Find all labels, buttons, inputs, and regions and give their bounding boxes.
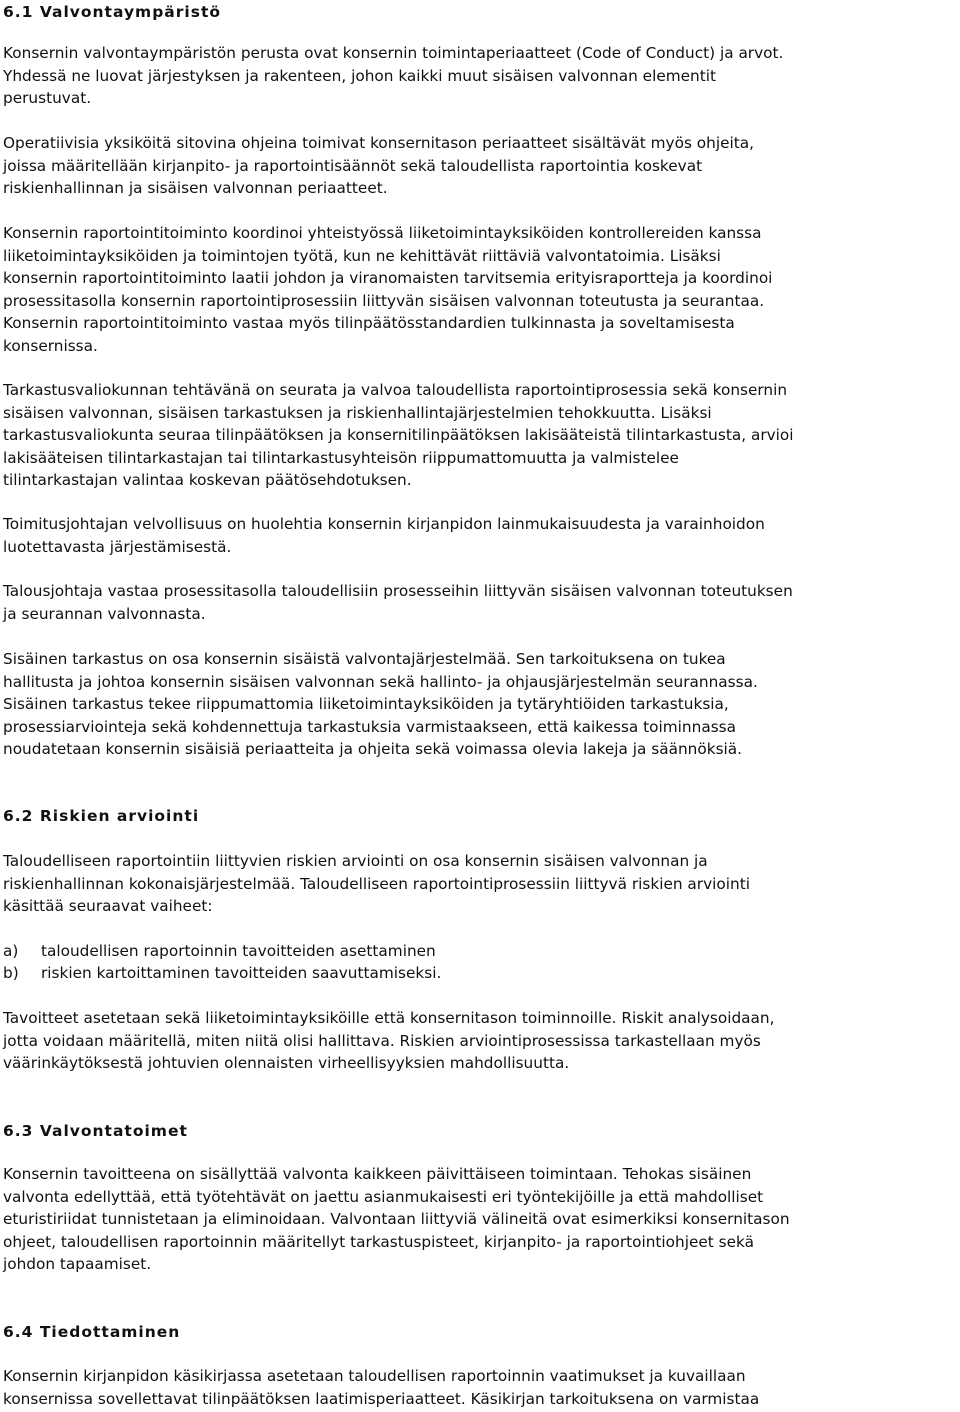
text-line: valvonta edellyttää, että työtehtävät on jaettu asianmukaisesti eri työntekijöille ja että mahdolliset [3,1187,764,1206]
text-line: perustuvat. [3,89,92,107]
text-line: joissa määritellään kirjanpito- ja raportointisäännöt sekä taloudellista raportointia koskevat [3,156,703,175]
text-line: Konsernin kirjanpidon käsikirjassa asetetaan taloudellisen raportoinnin vaatimukset ja kuvaillaan [3,1367,746,1385]
section-heading-6-4: 6.4 Tiedottaminen [3,1323,181,1341]
paragraph-objectives [3,1007,774,1075]
paragraph-cfo-duty [3,580,793,625]
text-line: konsernissa sovellettavat tilinpäätöksen laatimisperiaatteet. Käsikirjan tarkoituksena on varmistaa [3,1389,760,1408]
list-item-text: riskien kartoittaminen tavoitteiden saavuttamiseksi. [41,964,442,982]
text-line: Talousjohtaja vastaa prosessitasolla taloudellisiin prosesseihin liittyvän sisäisen valvonnan toteutuksen [3,582,793,600]
text-line: Tavoitteet asetetaan sekä liiketoimintayksiköille että konsernitason toiminnoille. Riskit analysoidaan, [3,1009,775,1027]
section-heading-6-3: 6.3 Valvontatoimet [3,1122,188,1140]
text-line: väärinkäytöksestä johtuvien olennaisten virheellisyyksien mahdollisuutta. [3,1054,570,1072]
text-line: Konsernin valvontaympäristön perusta ovat konsernin toimintaperiaatteet (Code of Conduct) ja arvot. [3,44,784,62]
paragraph-control-environment-basis [3,42,783,110]
text-line: tilintarkastajan valintaa koskevan päätösehdotuksen. [3,471,412,489]
text-line: ohjeet, taloudellisen raportoinnin määritellyt tarkastuspisteet, kirjanpito- ja raportointiohjeet sekä [3,1232,754,1251]
text-line: Taloudelliseen raportointiin liittyvien riskien arviointi on osa konsernin sisäisen valvonnan ja [3,852,708,870]
text-line: prosessitasolla konsernin raportointiprosessiin liittyvän sisäisen valvonnan toteutusta ja seurantaa. [3,291,765,310]
text-line: konsernissa. [3,336,98,355]
text-line: Sisäinen tarkastus tekee riippumattomia liiketoimintayksiköiden ja tytäryhtiöiden tarkastuksia, [3,695,729,713]
text-line: liiketoimintayksiköiden ja toimintojen työtä, kun ne kehittävät riittäviä valvontatoimia. Lisäksi [3,246,721,265]
text-line: ja seurannan valvonnasta. [3,604,206,623]
list-item [3,940,441,962]
text-line: Sisäinen tarkastus on osa konsernin sisäistä valvontajärjestelmää. Sen tarkoituksena on tukea [3,650,726,668]
text-line: sisäisen valvonnan, sisäisen tarkastuksen ja riskienhallintajärjestelmien tehokkuutta. Lisäksi [3,403,712,422]
list-marker: b) [3,964,19,982]
list-marker: a) [3,942,19,960]
paragraph-control-activities [3,1163,790,1276]
paragraph-operational-guidelines [3,132,754,200]
text-line: jotta voidaan määritellä, miten niitä olisi hallittava. Riskien arviointiprosessissa tarkastellaan myös [3,1031,761,1050]
text-line: hallitusta ja johtoa konsernin sisäisen valvonnan sekä hallinto- ja ohjausjärjestelmän seurannassa. [3,672,758,691]
text-line: prosessiarviointeja sekä kohdennettuja tarkastuksia varmistaakseen, että kaikessa toiminnassa [3,717,737,736]
paragraph-reporting-function [3,222,772,357]
text-line: johdon tapaamiset. [3,1255,152,1273]
text-line: Konsernin raportointitoiminto vastaa myös tilinpäätösstandardien tulkinnasta ja soveltamisesta [3,314,735,332]
text-line: Konsernin raportointitoiminto koordinoi yhteistyössä liiketoimintayksiköiden kontrollereiden kanssa [3,224,762,242]
paragraph-ceo-duty [3,513,765,558]
list-item [3,962,441,984]
text-line: käsittää seuraavat vaiheet: [3,897,213,915]
paragraph-risk-assessment [3,850,750,918]
section-heading-6-2: 6.2 Riskien arviointi [3,807,200,825]
text-line: luotettavasta järjestämisestä. [3,537,232,556]
text-line: riskienhallinnan kokonaisjärjestelmää. Taloudelliseen raportointiprosessiin liittyvä riskien arviointi [3,874,750,893]
text-line: riskienhallinnan ja sisäisen valvonnan periaatteet. [3,179,388,197]
paragraph-internal-audit [3,648,758,761]
paragraph-audit-committee [3,379,794,492]
section-heading-6-1: 6.1 Valvontaympäristö [3,3,222,21]
paragraph-communication [3,1365,759,1410]
text-line: Tarkastusvaliokunnan tehtävänä on seurata ja valvoa taloudellista raportointiprosessia sekä konsernin [3,381,788,399]
text-line: eturistiriidat tunnistetaan ja eliminoidaan. Valvontaan liittyviä välineitä ovat esimerkiksi konsernitason [3,1210,790,1228]
text-line: konsernin raportointitoiminto laatii johdon ja viranomaisten tarvitsemia erityisraportteja ja koordinoi [3,269,773,287]
text-line: Yhdessä ne luovat järjestyksen ja rakenteen, johon kaikki muut sisäisen valvonnan elementit [3,66,716,85]
text-line: noudatetaan konsernin sisäisiä periaatteita ja ohjeita sekä voimassa olevia lakeja ja säännöksiä. [3,740,743,758]
text-line: Toimitusjohtajan velvollisuus on huolehtia konsernin kirjanpidon lainmukaisuudesta ja varainhoidon [3,515,765,533]
risk-steps-list [3,940,441,984]
text-line: Operatiivisia yksiköitä sitovina ohjeina toimivat konsernitason periaatteet sisältävät myös ohjeita, [3,134,754,152]
list-item-text: taloudellisen raportoinnin tavoitteiden asettaminen [41,942,436,960]
text-line: Konsernin tavoitteena on sisällyttää valvonta kaikkeen päivittäiseen toimintaan. Tehokas sisäinen [3,1165,752,1183]
text-line: tarkastusvaliokunta seuraa tilinpäätöksen ja konsernitilinpäätöksen lakisääteistä tilintarkastusta, arvioi [3,426,794,444]
text-line: lakisääteisen tilintarkastajan tai tilintarkastusyhteisön riippumattomuutta ja valmistelee [3,448,679,467]
